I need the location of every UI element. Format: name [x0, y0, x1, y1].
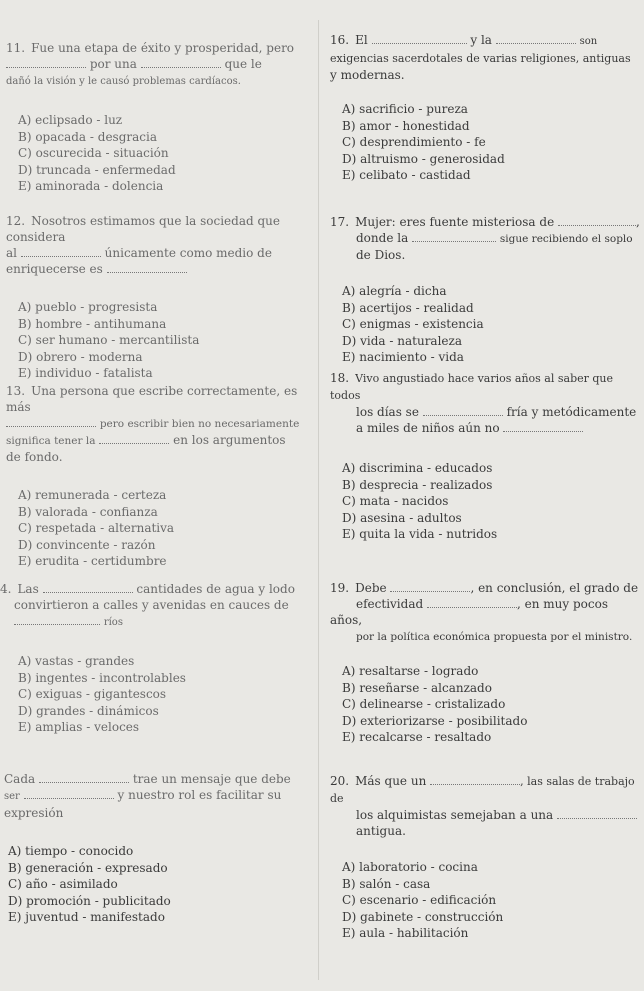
answer-blank[interactable]	[558, 214, 636, 226]
option-c[interactable]: C) mata - nacidos	[342, 494, 449, 508]
question-number: 19.	[330, 581, 350, 595]
answer-blank[interactable]	[99, 432, 169, 444]
options-list	[342, 859, 640, 942]
option-c[interactable]: C) respetada - alternativa	[18, 521, 175, 535]
option-d[interactable]: D) grandes - dinámicos	[18, 703, 159, 718]
option-d[interactable]: D) convincente - razón	[18, 537, 156, 552]
option-a[interactable]: A) tiempo - conocido	[8, 844, 134, 858]
option-c[interactable]: C) oscurecida - situación	[18, 146, 169, 160]
question-19	[330, 580, 640, 746]
question-stem: Cada trae un mensaje que debe ser y nuestro rol es facilitar su expresión	[4, 772, 291, 820]
question-11	[6, 40, 306, 195]
option-d[interactable]: D) altruismo - generosidad	[342, 151, 505, 166]
option-b[interactable]: B) valorada - confianza	[18, 504, 158, 519]
option-c[interactable]: C) enigmas - existencia	[342, 317, 484, 331]
options-list	[342, 460, 640, 543]
options-list	[18, 653, 306, 736]
question-stem: 13. Una persona que escribe correctamente, es más pero escribir bien no necesariamente significa tener la en los argumentos de fondo.	[6, 384, 300, 464]
option-b[interactable]: B) ingentes - incontrolables	[18, 670, 186, 685]
option-e[interactable]: E) celibato - castidad	[342, 168, 471, 182]
column-divider	[318, 20, 319, 980]
answer-blank[interactable]	[107, 261, 187, 273]
option-a[interactable]: A) discrimina - educados	[342, 461, 493, 475]
option-b[interactable]: B) acertijos - realidad	[342, 300, 474, 315]
option-d[interactable]: D) gabinete - construcción	[342, 909, 504, 924]
option-a[interactable]: A) eclipsado - luz	[18, 113, 123, 127]
option-e[interactable]: E) erudita - certidumbre	[18, 554, 167, 568]
question-number: 11.	[6, 41, 26, 55]
question-18	[330, 370, 640, 543]
option-d[interactable]: D) promoción - publicitado	[8, 893, 171, 908]
answer-blank[interactable]	[43, 581, 133, 593]
question-stem: 18. Vivo angustiado hace varios años al saber que todos los días se fría y metódicamente a miles de niños aún no	[330, 371, 637, 435]
question-stem: 16. El y la son exigencias sacerdotales de varias religiones, antiguas y modernas.	[330, 33, 631, 82]
answer-blank[interactable]	[6, 56, 86, 68]
option-a[interactable]: A) remunerada - certeza	[18, 488, 167, 502]
question-stem: 17. Mujer: eres fuente misteriosa de , donde la sigue recibiendo el soplo de Dios.	[330, 215, 640, 262]
option-b[interactable]: B) opacada - desgracia	[18, 129, 157, 144]
question-number: 4.	[0, 582, 12, 596]
answer-blank[interactable]	[427, 596, 517, 608]
question-17	[330, 214, 640, 366]
question-number: 12.	[6, 214, 26, 228]
option-c[interactable]: C) año - asimilado	[8, 877, 118, 891]
option-e[interactable]: E) nacimiento - vida	[342, 350, 464, 364]
question-12	[6, 213, 306, 382]
answer-blank[interactable]	[390, 580, 470, 592]
question-20	[330, 773, 640, 942]
option-e[interactable]: E) aminorada - dolencia	[18, 179, 164, 193]
option-c[interactable]: C) desprendimiento - fe	[342, 135, 486, 149]
option-a[interactable]: A) pueblo - progresista	[18, 300, 158, 314]
answer-blank[interactable]	[503, 420, 583, 432]
question-stem: 11. Fue una etapa de éxito y prosperidad, pero por una que le dañó la visión y le causó problemas cardíacos.	[6, 41, 295, 87]
options-list	[342, 663, 640, 746]
question-stem: 4. Las cantidades de agua y lodo convirtieron a calles y avenidas en cauces de ríos	[0, 582, 295, 628]
question-16	[330, 32, 640, 184]
option-d[interactable]: D) truncada - enfermedad	[18, 162, 176, 177]
option-e[interactable]: E) individuo - fatalista	[18, 366, 153, 380]
option-a[interactable]: A) alegría - dicha	[342, 284, 447, 298]
option-a[interactable]: A) laboratorio - cocina	[342, 860, 478, 874]
answer-blank[interactable]	[21, 245, 101, 257]
answer-blank[interactable]	[430, 773, 520, 785]
question-number: 20.	[330, 774, 350, 788]
option-e[interactable]: E) juventud - manifestado	[8, 910, 165, 924]
option-a[interactable]: A) sacrificio - pureza	[342, 102, 468, 116]
question-stem: 12. Nosotros estimamos que la sociedad que considera al únicamente como medio de enriquecerse es	[6, 214, 281, 276]
option-e[interactable]: E) recalcarse - resaltado	[342, 730, 492, 744]
options-list	[8, 843, 306, 926]
question-number: 13.	[6, 384, 26, 398]
answer-blank[interactable]	[557, 807, 637, 819]
option-c[interactable]: C) ser humano - mercantilista	[18, 333, 200, 347]
question-number: 16.	[330, 33, 350, 47]
option-c[interactable]: C) delinearse - cristalizado	[342, 697, 506, 711]
option-d[interactable]: D) asesina - adultos	[342, 510, 462, 525]
question-15	[4, 771, 306, 926]
options-list	[18, 487, 306, 570]
question-number: 17.	[330, 215, 350, 229]
answer-blank[interactable]	[496, 32, 576, 44]
question-stem: 19. Debe , en conclusión, el grado de efectividad , en muy pocos años, por la política económica propuesta por el ministro.	[330, 581, 639, 643]
question-stem: 20. Más que un , las salas de trabajo de los alquimistas semejaban a una antigua.	[330, 773, 640, 839]
option-c[interactable]: C) exiguas - gigantescos	[18, 687, 167, 701]
options-list	[18, 299, 306, 382]
option-b[interactable]: B) desprecia - realizados	[342, 477, 493, 492]
answer-blank[interactable]	[372, 32, 467, 44]
answer-blank[interactable]	[39, 771, 129, 783]
answer-blank[interactable]	[14, 613, 100, 625]
option-b[interactable]: B) generación - expresado	[8, 860, 168, 875]
option-d[interactable]: D) obrero - moderna	[18, 349, 143, 364]
option-b[interactable]: B) hombre - antihumana	[18, 316, 167, 331]
option-e[interactable]: E) quita la vida - nutridos	[342, 527, 498, 541]
option-d[interactable]: D) vida - naturaleza	[342, 333, 462, 348]
option-b[interactable]: B) amor - honestidad	[342, 118, 470, 133]
option-a[interactable]: A) resaltarse - logrado	[342, 664, 479, 678]
options-list	[18, 112, 306, 195]
answer-blank[interactable]	[412, 230, 496, 242]
answer-blank[interactable]	[24, 787, 114, 799]
options-list	[342, 283, 640, 366]
option-e[interactable]: E) amplias - veloces	[18, 720, 140, 734]
answer-blank[interactable]	[6, 415, 96, 427]
option-b[interactable]: B) reseñarse - alcanzado	[342, 680, 492, 695]
option-a[interactable]: A) vastas - grandes	[18, 654, 135, 668]
option-d[interactable]: D) exteriorizarse - posibilitado	[342, 713, 528, 728]
answer-blank[interactable]	[423, 404, 503, 416]
answer-blank[interactable]	[141, 56, 221, 68]
options-list	[342, 101, 640, 184]
option-e[interactable]: E) aula - habilitación	[342, 926, 469, 940]
question-14	[0, 581, 306, 736]
question-13	[6, 383, 306, 570]
question-number: 18.	[330, 371, 350, 385]
option-c[interactable]: C) escenario - edificación	[342, 893, 497, 907]
option-b[interactable]: B) salón - casa	[342, 876, 431, 891]
